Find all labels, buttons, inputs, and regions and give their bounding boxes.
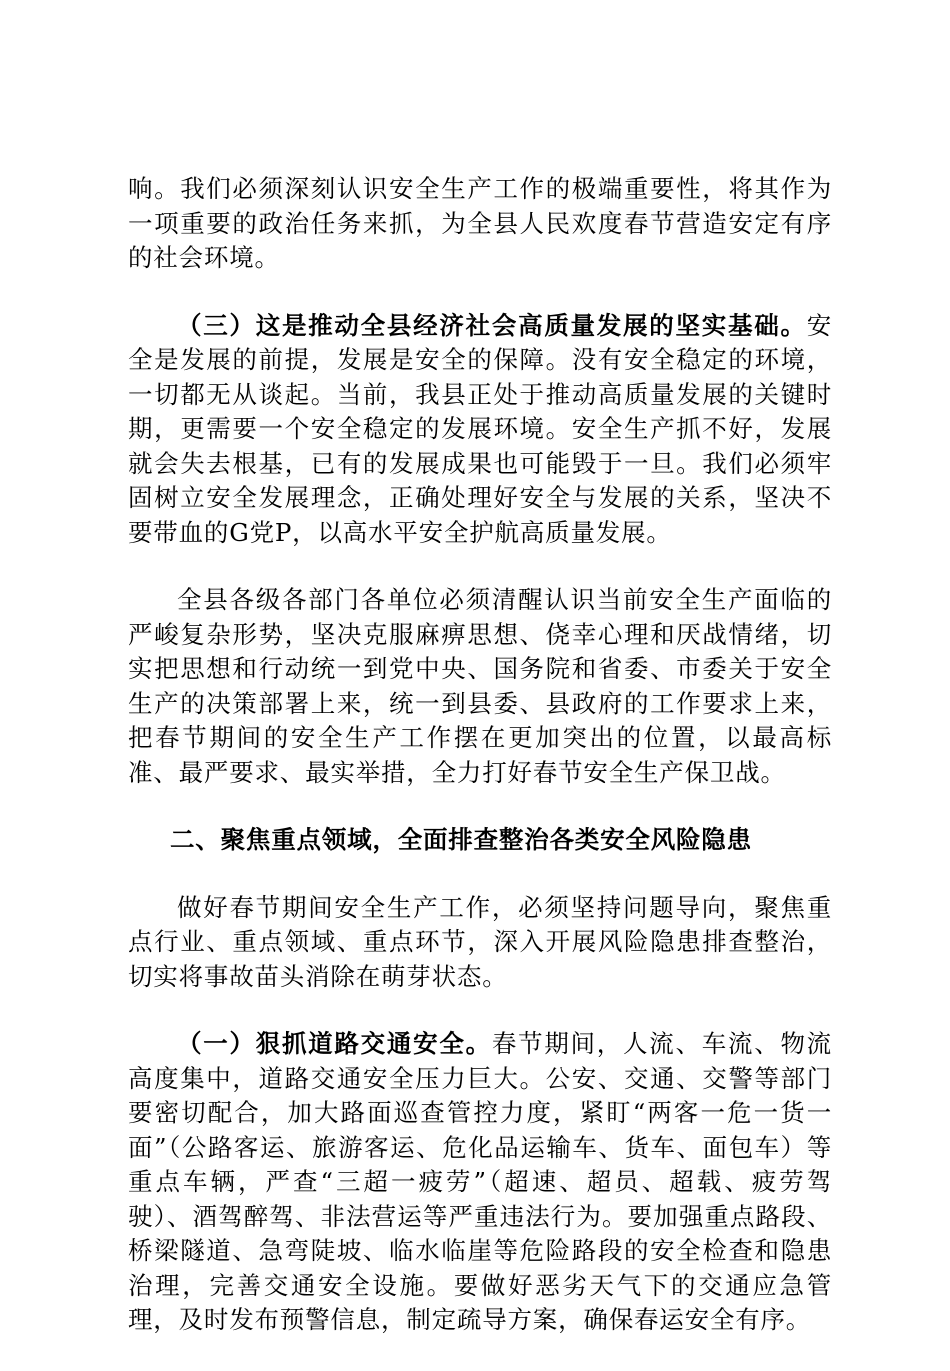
paragraph-text: 春节期间，人流、车流、物流高度集中，道路交通安全压力巨大。公安、交通、交警等部门要密切配合，加大路面巡查管控力度，紧盯“两客一危一货一面”（公路客运、旅游客运、危化品运输车、货车、面包车）等重点车辆，严查“三超一疲劳”（超速、超员、超载、疲劳驾驶）、酒驾醉驾、非法营运等严重违法行为。要加强重点路段、桥梁隧道、急弯陡坡、临水临崖等危险路段的安全检查和隐患治理，完善交通安全设施。要做好恶劣天气下的交通应急管理，及时发布预警信息，制定疏导方案，确保春运安全有序。 (128, 1029, 832, 1334)
document-body (128, 172, 832, 1371)
subsection-title: （三）这是推动全县经济社会高质量发展的坚实基础。 (177, 310, 807, 340)
paragraph-text: 全县各级各部门各单位必须清醒认识当前安全生产面临的严峻复杂形势，坚决克服麻痹思想、侥幸心理和厌战情绪，切实把思想和行动统一到党中央、国务院和省委、市委关于安全生产的决策部署上来，统一到县委、县政府的工作要求上来，把春节期间的安全生产工作摆在更加突出的位置，以最高标准、最严要求、最实举措，全力打好春节安全生产保卫战。 (128, 585, 832, 787)
paragraph-road-traffic (128, 1027, 832, 1338)
paragraph-section-intro (128, 891, 832, 995)
paragraph-text: 做好春节期间安全生产工作，必须坚持问题导向，聚焦重点行业、重点领域、重点环节，深入开展风险隐患排查整治，切实将事故苗头消除在萌芽状态。 (128, 892, 832, 991)
subsection-title: （一）狠抓道路交通安全。 (177, 1029, 492, 1058)
paragraph-text: 安全是发展的前提，发展是安全的保障。没有安全稳定的环境，一切都无从谈起。当前，我县正处于推动高质量发展的关键时期，更需要一个安全稳定的发展环境。安全生产抓不好，发展就会失去根基，已有的发展成果也可能毁于一旦。我们必须牢固树立安全发展理念，正确处理好安全与发展的关系，坚决不要带血的G党P，以高水平安全护航高质量发展。 (128, 310, 832, 547)
paragraph-continuation (128, 172, 832, 276)
paragraph-summary (128, 583, 832, 790)
section-heading: 二、聚焦重点领域，全面排查整治各类安全风险隐患 (170, 825, 752, 854)
paragraph-text: 响。我们必须深刻认识安全生产工作的极端重要性，将其作为一项重要的政治任务来抓，为全县人民欢度春节营造安定有序的社会环境。 (128, 174, 832, 272)
paragraph-section-three (128, 309, 832, 551)
